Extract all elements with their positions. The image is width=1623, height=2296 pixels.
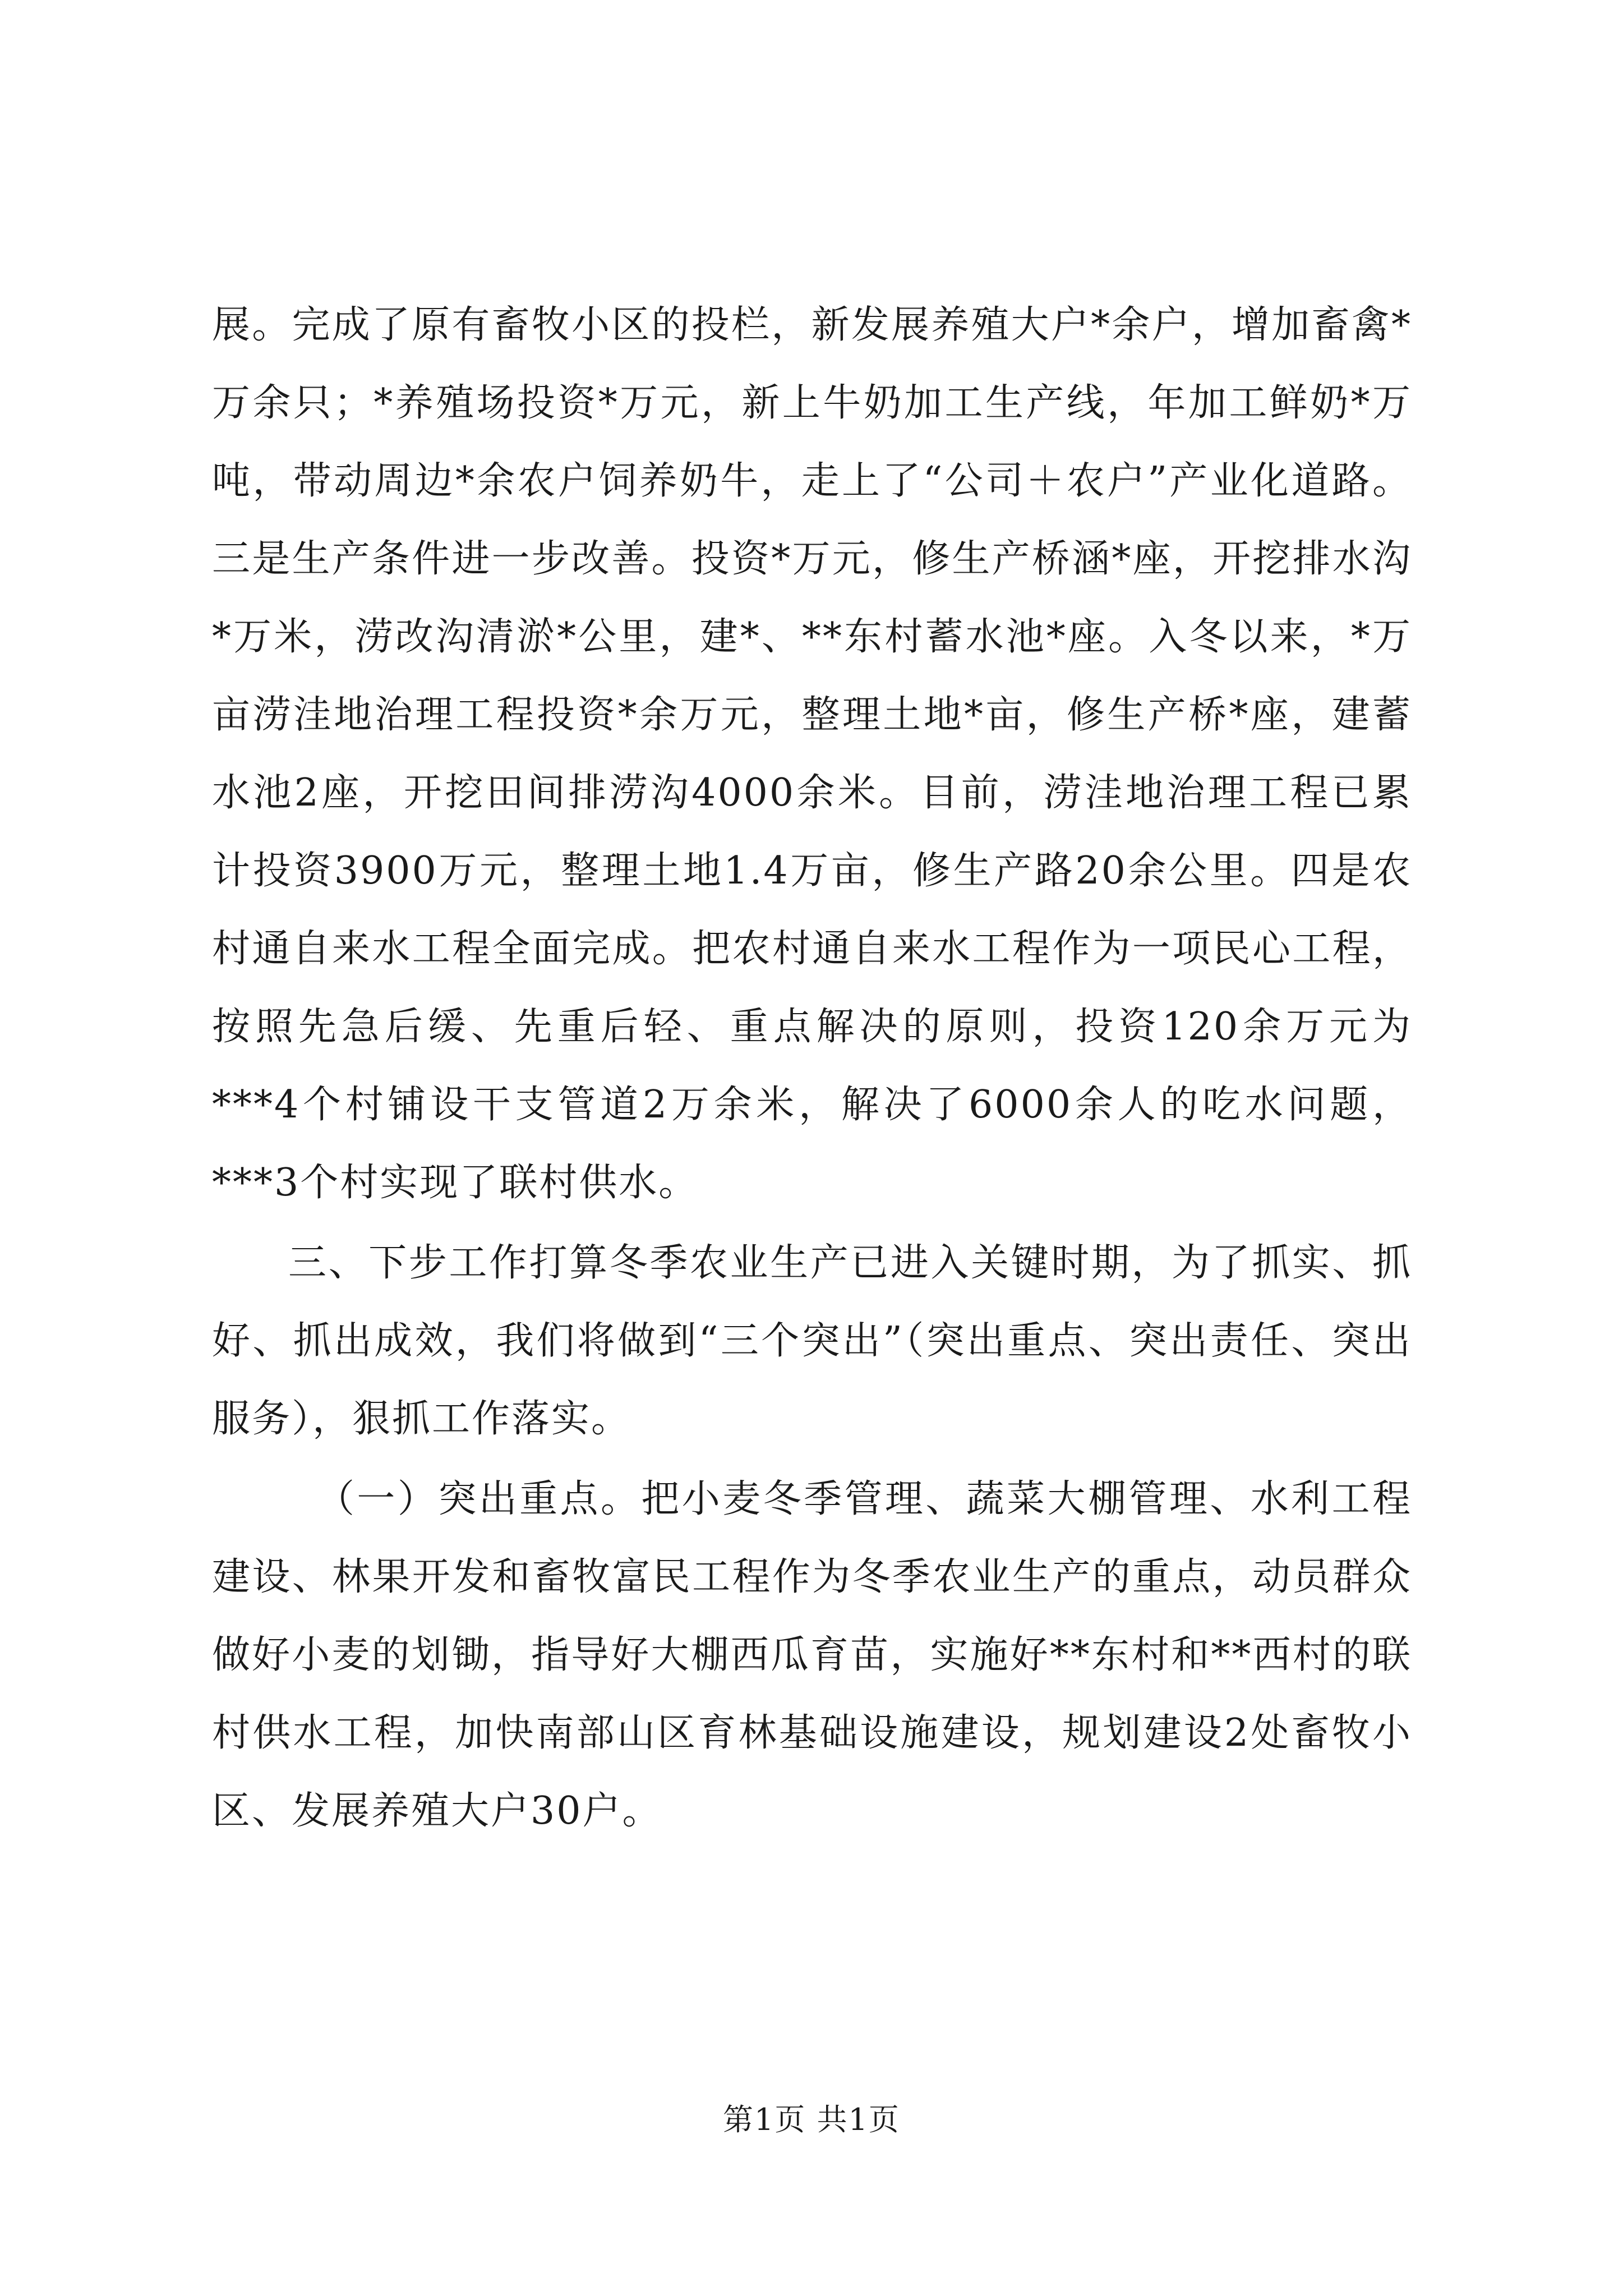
paragraph-continuation: 展。完成了原有畜牧小区的投栏，新发展养殖大户*余户，增加畜禽*万余只；*养殖场投资*万元，新上牛奶加工生产线，年加工鲜奶*万吨，带动周边*余农户饲养奶牛，走上了“公司＋农户”产业化道路。三是生产条件进一步改善。投资*万元，修生产桥涵*座，开挖排水沟*万米，涝改沟清淤*公里，建*、**东村蓄水池*座。入冬以来，*万亩涝洼地治理工程投资*余万元，整理土地*亩，修生产桥*座，建蓄水池2座，开挖田间排涝沟4000余米。目前，涝洼地治理工程已累计投资3900万元，整理土地1.4万亩，修生产路20余公里。四是农村通自来水工程全面完成。把农村通自来水工程作为一项民心工程，按照先急后缓、先重后轻、重点解决的原则，投资120余万元为***4个村铺设干支管道2万余米，解决了6000余人的吃水问题，***3个村实现了联村供水。 [212,303,1412,1205]
paragraph-highlight-priorities: （一）突出重点。把小麦冬季管理、蔬菜大棚管理、水利工程建设、林果开发和畜牧富民工程作为冬季农业生产的重点，动员群众做好小麦的划锄，指导好大棚西瓜育苗，实施好**东村和**西村的联村供水工程，加快南部山区育林基础设施建设，规划建设2处畜牧小区、发展养殖大户30户。 [212,1477,1412,1833]
document-body [212,286,1412,1850]
page-footer: 第1页 共1页 [723,2102,900,2137]
paragraph-next-steps: 三、下步工作打算冬季农业生产已进入关键时期，为了抓实、抓好、抓出成效，我们将做到“三个突出”（突出重点、突出责任、突出服务），狠抓工作落实。 [212,1241,1412,1441]
